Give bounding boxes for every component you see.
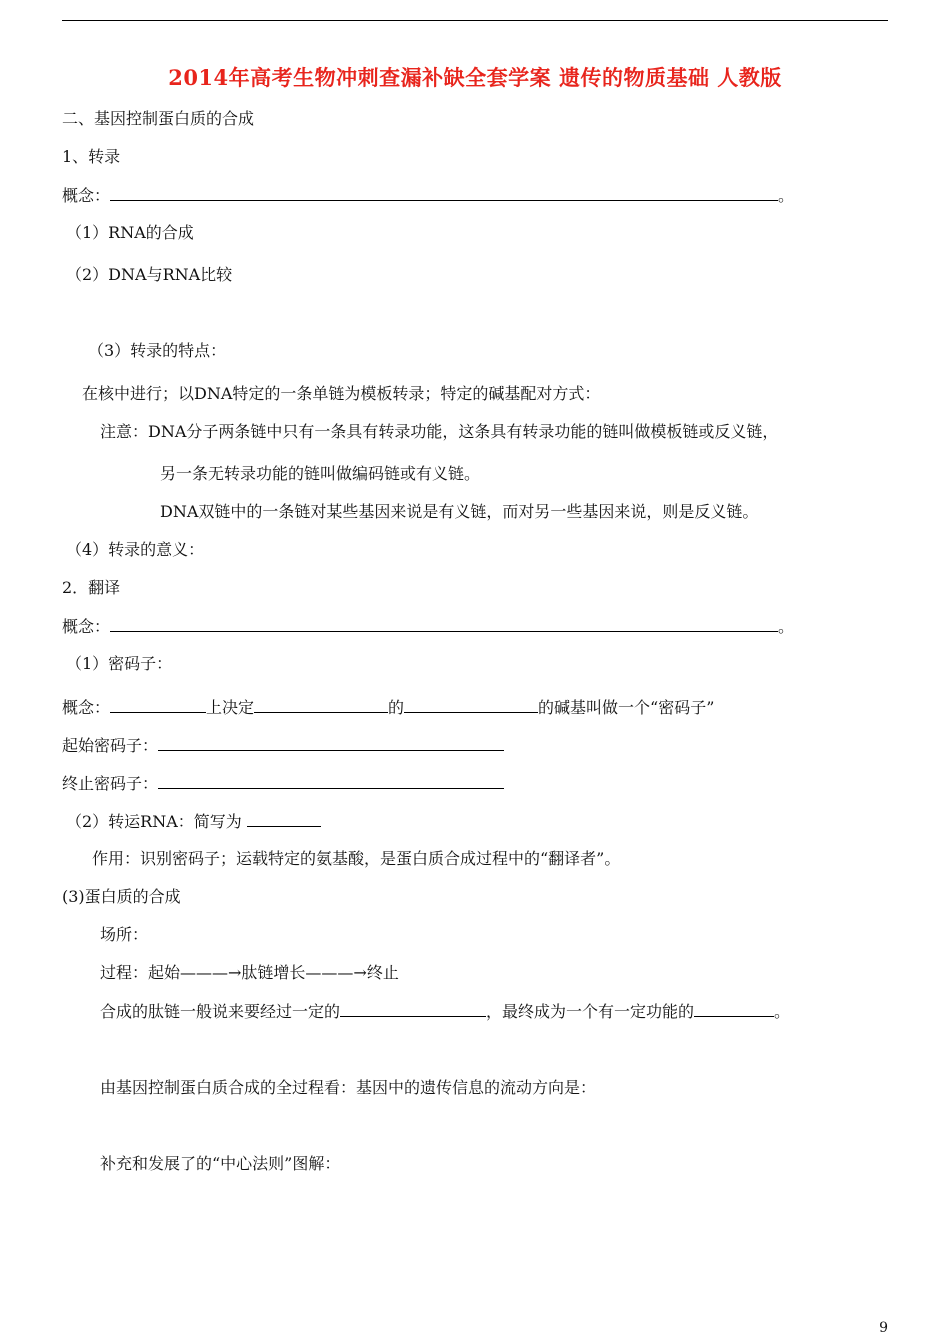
transcription-concept [62,184,794,207]
codon-concept-part3: 的 [388,698,405,717]
codon-concept-label: 概念： [62,698,111,717]
start-codon-blank[interactable] [158,734,504,751]
concept-label: 概念： [62,186,111,205]
peptide-processing [100,1000,790,1023]
info-flow: 由基因控制蛋白质合成的全过程看：基因中的遗传信息的流动方向是： [100,1078,597,1097]
features-heading: （3）转录的特点： [88,341,227,360]
dna-rna-compare: （2）DNA与RNA比较 [66,265,233,284]
peptide-end: 。 [774,1002,791,1021]
note-line-3: DNA双链中的一条链对某些基因来说是有义链，而对另一些基因来说，则是反义链。 [160,502,759,521]
codon-blank-3[interactable] [404,696,538,713]
peptide-blank-2[interactable] [694,1000,774,1017]
codon-heading: （1）密码子： [66,654,173,673]
header-rule [62,20,888,21]
peptide-part-1: 合成的肽链一般说来要经过一定的 [100,1002,341,1021]
concept-end: 。 [778,617,795,636]
note-line-2: 另一条无转录功能的链叫做编码链或有义链。 [160,464,481,483]
start-codon [62,734,504,757]
codon-concept-part4: 的碱基叫做一个“密码子” [538,698,715,717]
central-dogma: 补充和发展了的“中心法则”图解： [100,1154,341,1173]
trna-label: （2）转运RNA：简写为 [66,812,242,831]
concept-label: 概念： [62,617,111,636]
document-title: 2014年高考生物冲刺查漏补缺全套学案 遗传的物质基础 人教版 [168,65,782,90]
page-number: 9 [879,1320,888,1336]
concept-blank[interactable] [110,615,778,632]
codon-concept-part2: 上决定 [206,698,255,717]
trna-function: 作用：识别密码子；运载特定的氨基酸，是蛋白质合成过程中的“翻译者”。 [92,849,621,868]
concept-blank[interactable] [110,184,778,201]
stop-codon [62,772,504,795]
start-codon-label: 起始密码子： [62,736,159,755]
peptide-blank-1[interactable] [340,1000,486,1017]
codon-concept [62,696,714,719]
codon-blank-1[interactable] [110,696,206,713]
features-text: 在核中进行；以DNA特定的一条单链为模板转录；特定的碱基配对方式： [82,384,601,403]
section-heading: 二、基因控制蛋白质的合成 [62,109,255,128]
trna-line [66,810,321,833]
stop-codon-label: 终止密码子： [62,774,159,793]
note-line-1: 注意：DNA分子两条链中只有一条具有转录功能，这条具有转录功能的链叫做模板链或反义链， [100,422,779,441]
transcription-meaning: （4）转录的意义： [66,540,205,559]
peptide-part-2: ，最终成为一个有一定功能的 [486,1002,695,1021]
synthesis-process: 过程：起始———→肽链增长———→终止 [100,963,399,982]
translation-heading: 2．翻译 [62,578,121,597]
concept-end: 。 [778,186,795,205]
stop-codon-blank[interactable] [158,772,504,789]
rna-synthesis: （1）RNA的合成 [66,223,194,242]
protein-synthesis-heading: (3)蛋白质的合成 [62,887,181,906]
transcription-heading: 1、转录 [62,147,121,166]
trna-blank[interactable] [247,810,321,827]
synthesis-site: 场所： [100,925,149,944]
codon-blank-2[interactable] [254,696,388,713]
translation-concept [62,615,794,638]
